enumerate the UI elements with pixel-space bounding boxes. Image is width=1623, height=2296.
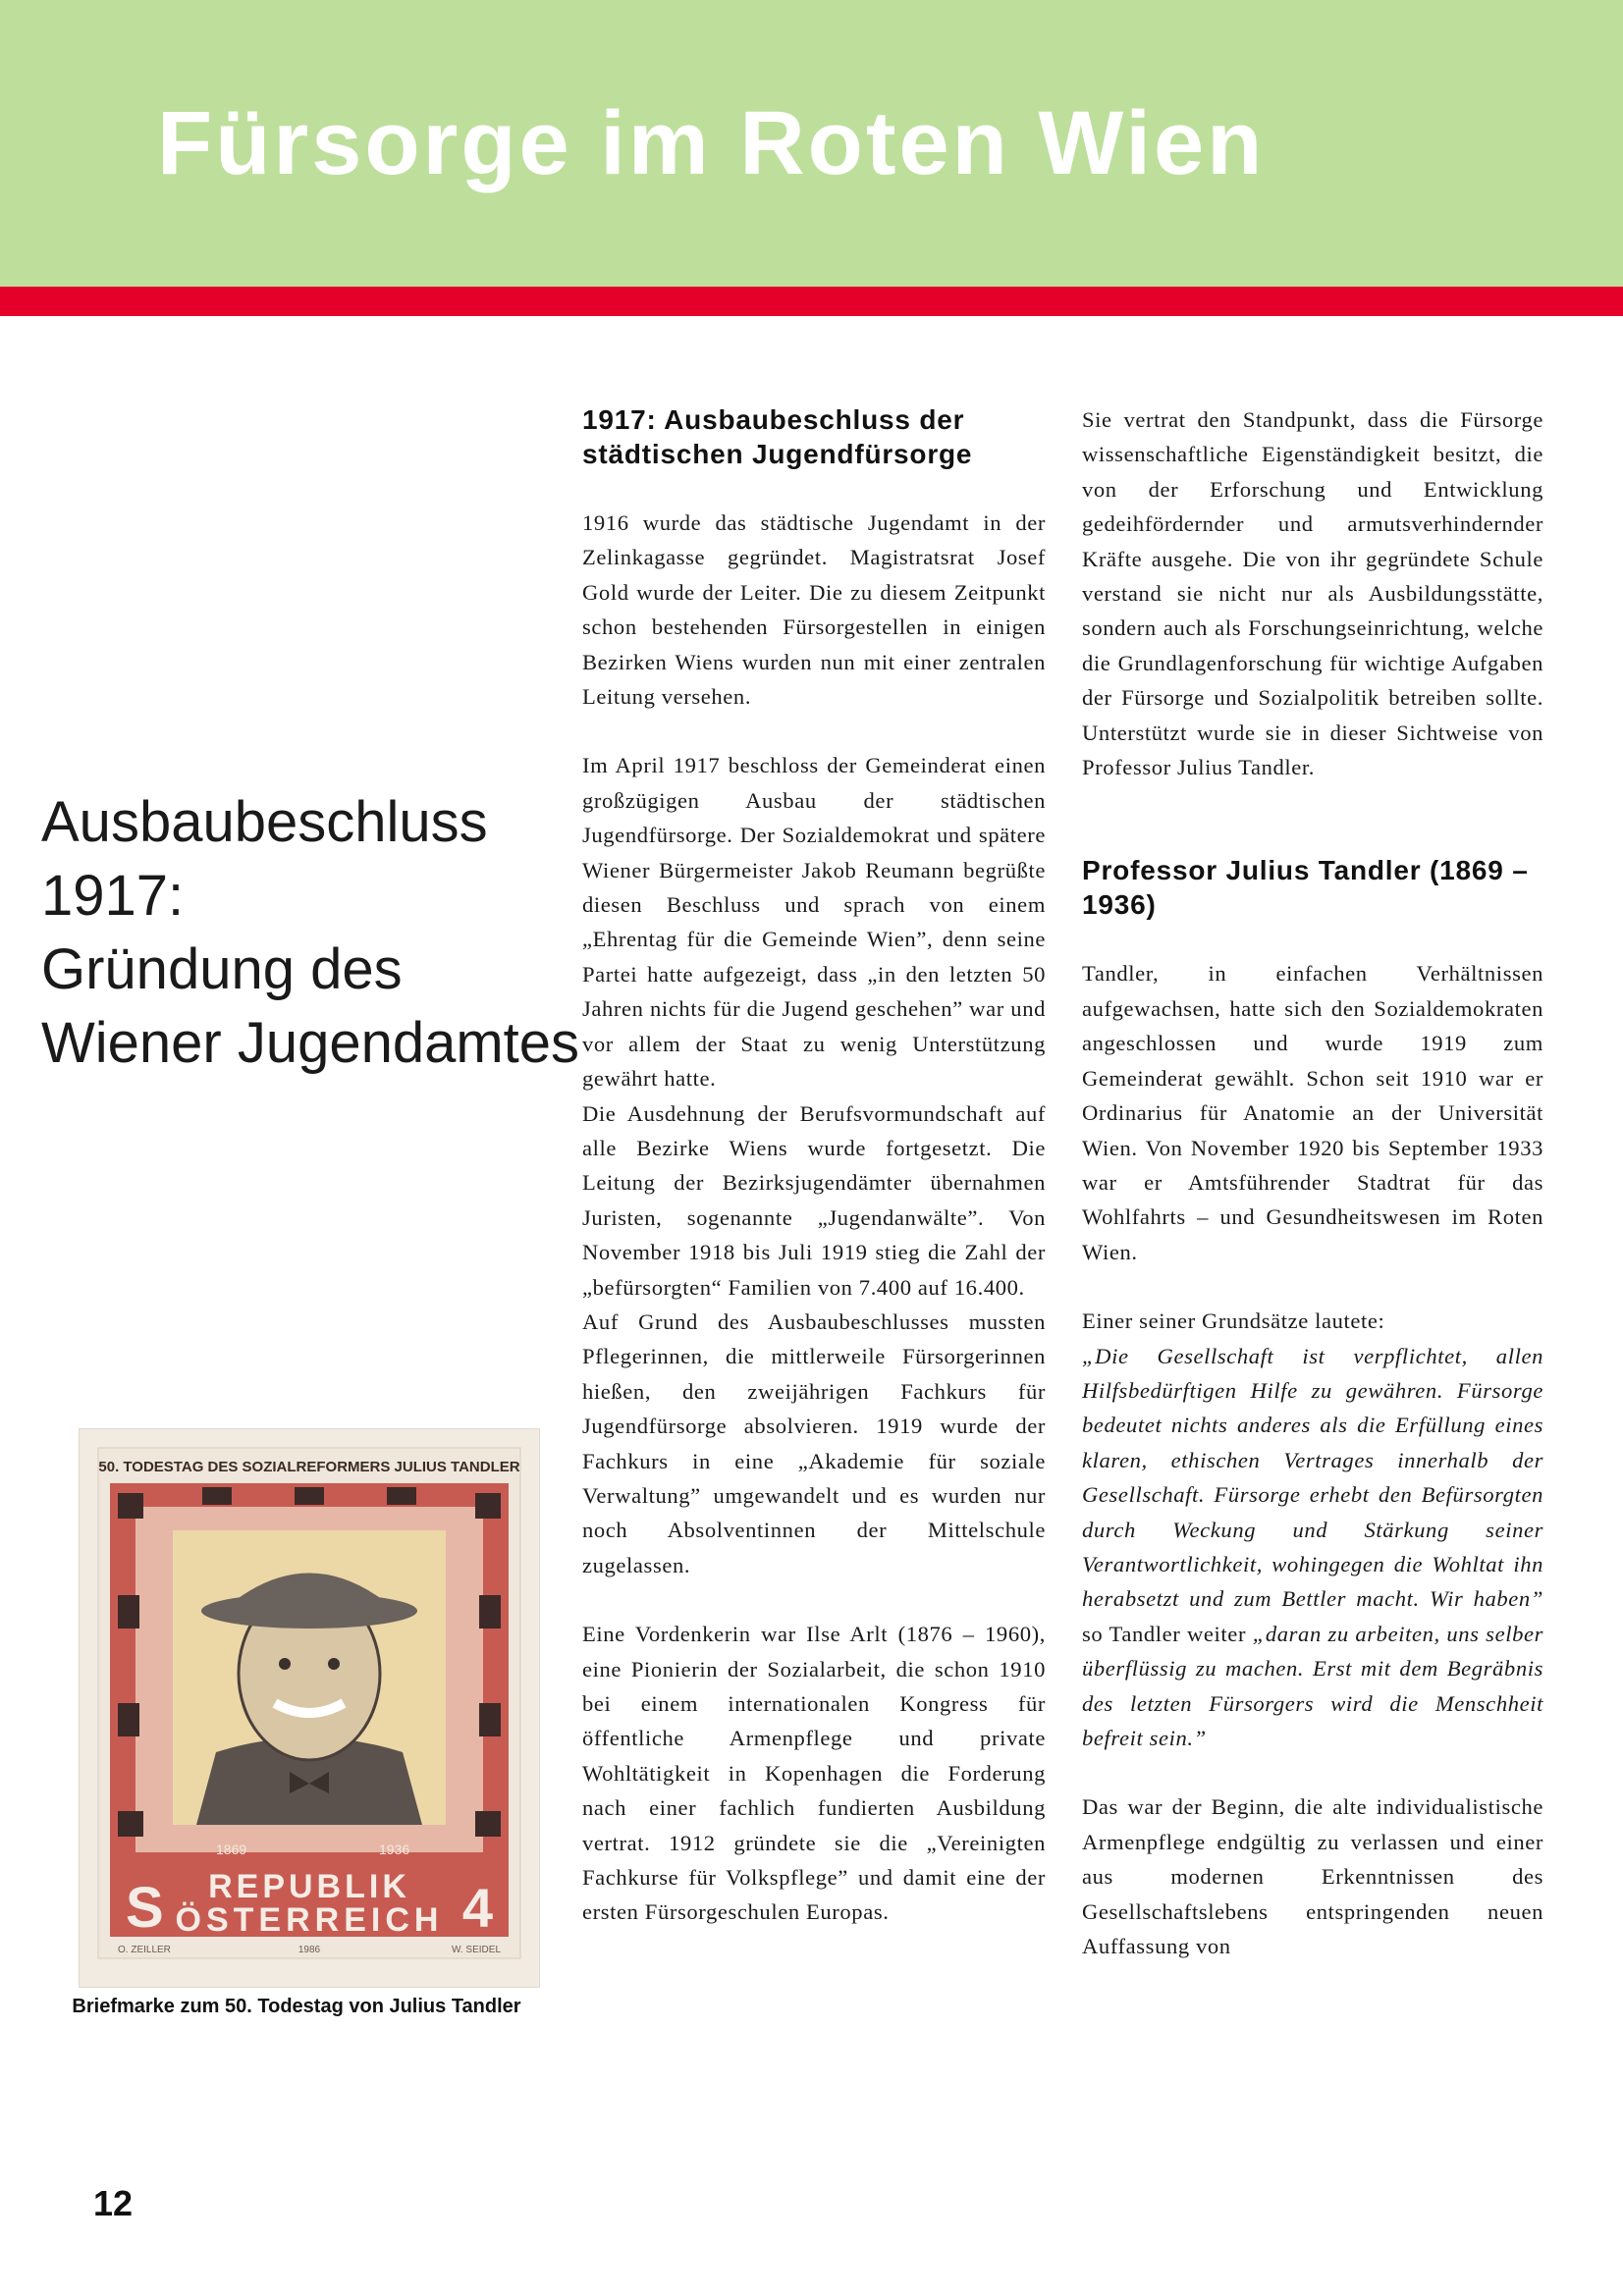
stamp-currency: S xyxy=(126,1876,164,1940)
middle-paragraph-4: Auf Grund des Ausbaubeschlusses mussten Pflegerinnen, die mittlerweile Fürsorgerinnen hießen, den zweijährigen Fachkurs für Jugendfürsorge absolvieren. 1919 wurde der Fachkurs in eine „Akademie für soziale Verwaltung” umgewandelt und es wurden nur noch Absolventinnen der Mittelschule zugelassen. xyxy=(582,1308,1046,1577)
tandler-quote xyxy=(1082,1339,1543,1756)
stamp-designer-right: W. SEIDEL xyxy=(451,1945,501,1955)
stamp-caption: Briefmarke zum 50. Todestag von Julius Tandler xyxy=(72,1996,521,2017)
stamp-year-end: 1936 xyxy=(379,1842,410,1857)
middle-paragraph-5: Eine Vordenkerin war Ilse Arlt (1876 – 1960), eine Pionierin der Sozialarbeit, die schon 1910 bei einem internationalen Kongress für öffentliche Armenpflege und private Wohltätigkeit in Kopenhagen die Forderung nach einer fachlich fundierten Ausbildung vertrat. 1912 gründete sie die „Vereinigten Fachkurse für Volkspflege” und damit eine der ersten Fürsorgeschulen Europas. xyxy=(582,1622,1046,1925)
stamp-country-line2: ÖSTERREICH xyxy=(175,1901,444,1939)
stamp-image xyxy=(79,1428,540,1988)
stamp-top-text: 50. TODESTAG DES SOZIALREFORMERS JULIUS TANDLER xyxy=(98,1459,520,1475)
middle-heading: 1917: Ausbaubeschluss der städtischen Jugendfürsorge xyxy=(582,404,973,469)
middle-paragraph-2: Im April 1917 beschloss der Gemeinderat einen großzügigen Ausbau der städtischen Jugendfürsorge. Der Sozialdemokrat und spätere Wiener Bürgermeister Jakob Reumann begrüßte diesen Beschluss und sprach von einem „Ehrentag für die Gemeinde Wien”, denn seine Partei hatte aufgezeigt, dass „in den letzten 50 Jahren nichts für die Jugend geschehen” war und vor allem der Staat zu wenig Unterstützung gewährt hatte. xyxy=(582,753,1046,1092)
tandler-quote-part-2: „daran zu arbeiten, uns selber überflüssig zu machen. Erst mit dem Begräbnis des letzten Fürsorgers wird die Menschheit befreit sein.” xyxy=(1082,1621,1543,1750)
stamp-designer-left: O. ZEILLER xyxy=(118,1945,171,1955)
section-heading-line: Gründung des xyxy=(41,937,403,1001)
section-heading-line: Wiener Jugendamtes xyxy=(41,1011,580,1075)
header-rule xyxy=(0,287,1623,316)
section-heading-line: 1917: xyxy=(41,864,185,928)
right-paragraph-4: Das war der Beginn, die alte individualistische Armenpflege endgültig zu verlassen und einer aus modernen Erkenntnissen des Gesellschaftslebens entspringenden neuen Auffassung von xyxy=(1082,1794,1543,1959)
middle-paragraph-3: Die Ausdehnung der Berufsvormundschaft auf alle Bezirke Wiens wurde fortgesetzt. Die Leitung der Bezirksjugendämter übernahmen Juristen, sogenannte „Jugendanwälte”. Von November 1918 bis Juli 1919 stieg die Zahl der „befürsorgten“ Familien von 7.400 auf 16.400. xyxy=(582,1100,1046,1300)
page-number: 12 xyxy=(93,2183,134,2223)
right-column xyxy=(1082,402,1543,1963)
section-heading xyxy=(41,785,580,1080)
right-paragraph-3: Einer seiner Grundsätze lautete: xyxy=(1082,1308,1385,1334)
stamp-country-line1: REPUBLIK xyxy=(208,1868,410,1905)
right-paragraph-2: Tandler, in einfachen Verhältnissen aufgewachsen, hatte sich den Sozialdemokraten angeschlossen und wurde 1919 zum Gemeinderat gewählt. Schon seit 1910 war er Ordinarius für Anatomie an der Universität Wien. Von November 1920 bis September 1933 war er Amtsführender Stadtrat für das Wohlfahrts – und Gesundheitswesen im Roten Wien. xyxy=(1082,961,1543,1264)
page-title: Fürsorge im Roten Wien xyxy=(157,93,1266,193)
right-paragraph-1: Sie vertrat den Standpunkt, dass die Fürsorge wissenschaftliche Eigenständigkeit besitzt, die von der Erforschung und Entwicklung gedeihfördernder und armutsverhindernder Kräfte ausgehe. Die von ihr gegründete Schule verstand sie nicht nur als Ausbildungsstätte, sondern auch als Forschungseinrichtung, welche die Grundlagenforschung für wichtige Aufgaben der Fürsorge und Sozialpolitik betreiben sollte. Unterstützt wurde sie in dieser Sichtweise von Professor Julius Tandler. xyxy=(1082,407,1543,780)
stamp-illustration xyxy=(79,1428,540,1988)
header-band xyxy=(0,0,1623,287)
stamp-year: 1986 xyxy=(298,1945,321,1955)
stamp-value: 4 xyxy=(461,1877,493,1939)
right-heading: Professor Julius Tandler (1869 – 1936) xyxy=(1082,855,1529,921)
tandler-quote-part-1: „Die Gesellschaft ist verpflichtet, allen Hilfsbedürftigen Hilfe zu gewähren. Fürsorge bedeutet nichts anderes als die Erfüllung eines klaren, ethischen Vertrages innerhalb der Gesellschaft. Fürsorge erhebt den Befürsorgten durch Weckung und Stärkung seiner Verantwortlichkeit, wohingegen die Wohltat ihn herabsetzt und zum Bettler macht. Wir haben” xyxy=(1082,1343,1543,1612)
middle-paragraph-1: 1916 wurde das städtische Jugendamt in der Zelinkagasse gegründet. Magistratsrat Josef Gold wurde der Leiter. Die zu diesem Zeitpunkt schon bestehenden Fürsorgestellen in einigen Bezirken Wiens wurden nun mit einer zentralen Leitung versehen. xyxy=(582,510,1046,710)
tandler-quote-connector: so Tandler weiter xyxy=(1082,1621,1253,1646)
section-heading-line: Ausbaubeschluss xyxy=(41,790,488,854)
stamp-year-start: 1869 xyxy=(216,1842,247,1857)
middle-column xyxy=(582,402,1046,1930)
